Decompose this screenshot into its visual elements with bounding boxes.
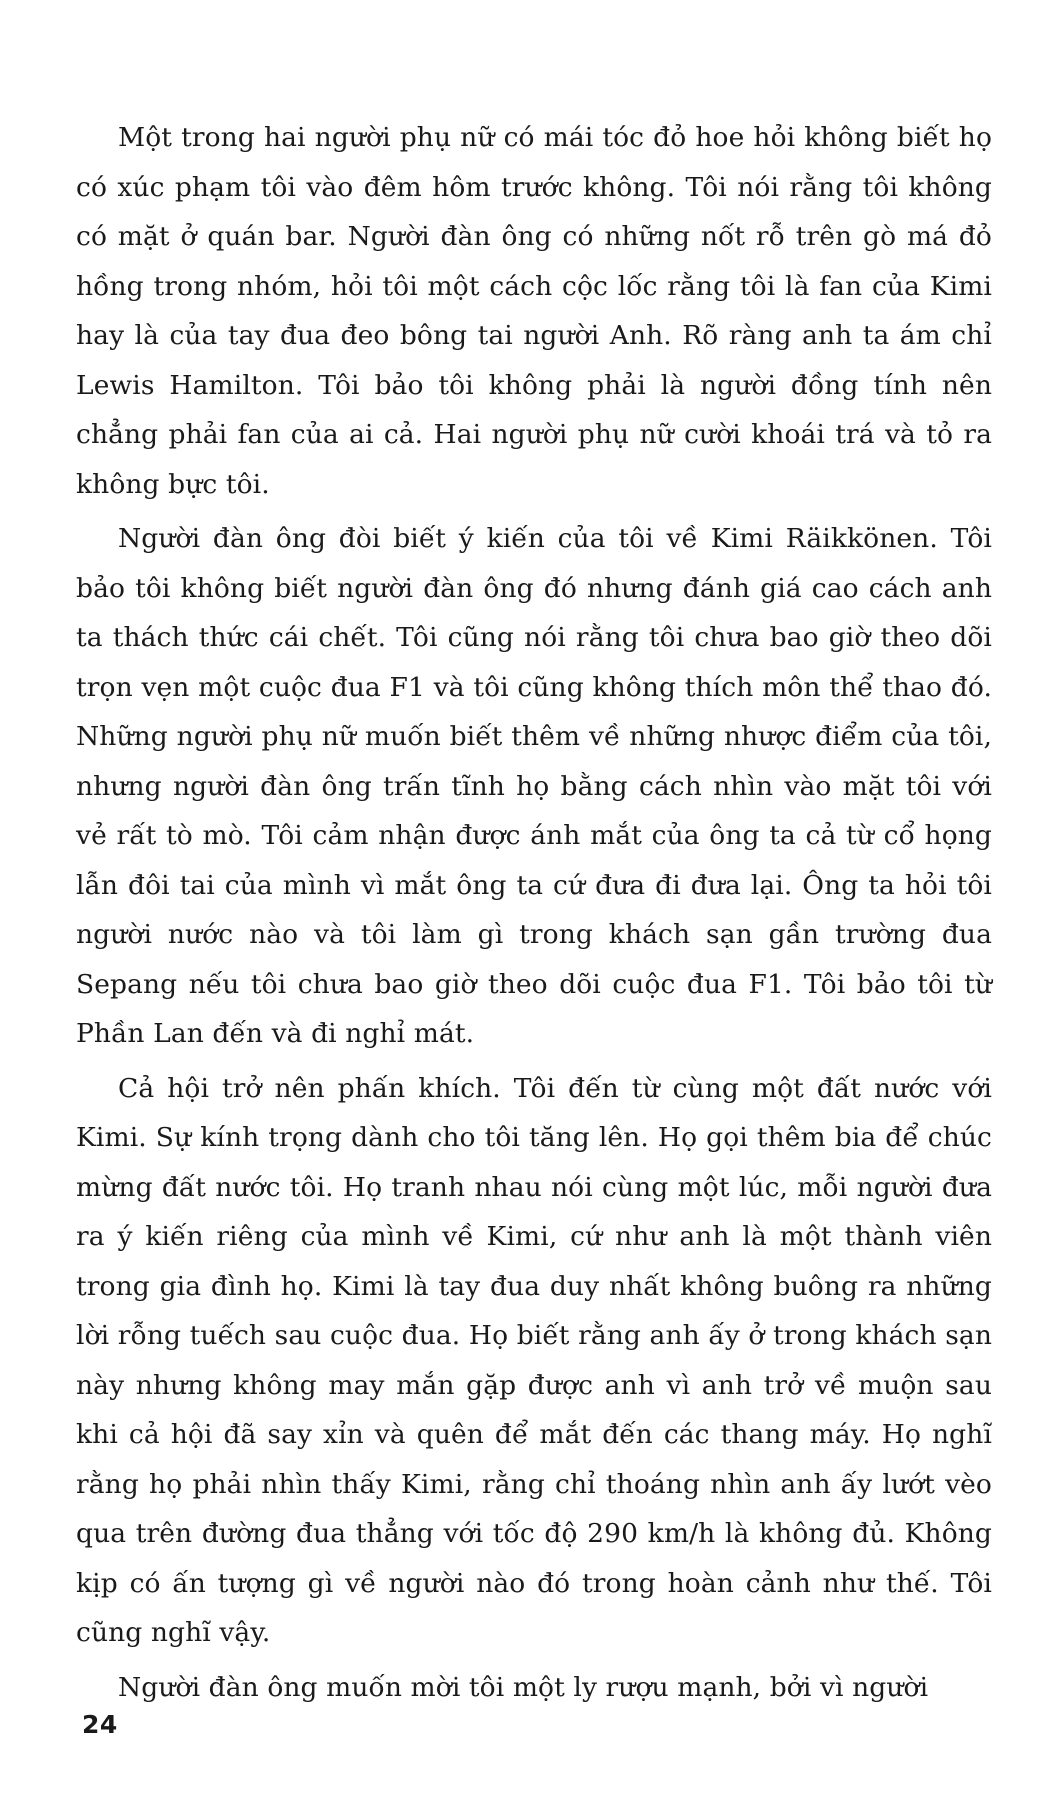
paragraph-1: Một trong hai người phụ nữ có mái tóc đỏ hoe hỏi không biết họ có xúc phạm tôi vào đêm hôm trước không. Tôi nói rằng tôi không có mặt ở quán bar. Người đàn ông có những nốt rỗ trên gò má đỏ hồng trong nhóm, hỏi tôi một cách cộc lốc rằng tôi là fan của Kimi hay là của tay đua đeo bông tai người Anh. Rõ ràng anh ta ám chỉ Lewis Hamilton. Tôi bảo tôi không phải là người đồng tính nên chẳng phải fan của ai cả. Hai người phụ nữ cười khoái trá và tỏ ra không bực tôi. xyxy=(76,122,992,500)
body-text xyxy=(76,113,992,1712)
paragraph-4: Người đàn ông muốn mời tôi một ly rượu mạnh, bởi vì người xyxy=(118,1671,929,1703)
paragraph-3: Cả hội trở nên phấn khích. Tôi đến từ cùng một đất nước với Kimi. Sự kính trọng dành cho tôi tăng lên. Họ gọi thêm bia để chúc mừng đất nước tôi. Họ tranh nhau nói cùng một lúc, mỗi người đưa ra ý kiến riêng của mình về Kimi, cứ như anh là một thành viên trong gia đình họ. Kimi là tay đua duy nhất không buông ra những lời rỗng tuếch sau cuộc đua. Họ biết rằng anh ấy ở trong khách sạn này nhưng không may mắn gặp được anh vì anh trở về muộn sau khi cả hội đã say xỉn và quên để mắt đến các thang máy. Họ nghĩ rằng họ phải nhìn thấy Kimi, rằng chỉ thoáng nhìn anh ấy lướt vèo qua trên đường đua thẳng với tốc độ 290 km/h là không đủ. Không kịp có ấn tượng gì về người nào đó trong hoàn cảnh như thế. Tôi cũng nghĩ vậy. xyxy=(76,1072,992,1648)
paragraph-2: Người đàn ông đòi biết ý kiến của tôi về Kimi Räikkönen. Tôi bảo tôi không biết người đàn ông đó nhưng đánh giá cao cách anh ta thách thức cái chết. Tôi cũng nói rằng tôi chưa bao giờ theo dõi trọn vẹn một cuộc đua F1 và tôi cũng không thích môn thể thao đó. Những người phụ nữ muốn biết thêm về những nhược điểm của tôi, nhưng người đàn ông trấn tĩnh họ bằng cách nhìn vào mặt tôi với vẻ rất tò mò. Tôi cảm nhận được ánh mắt của ông ta cả từ cổ họng lẫn đôi tai của mình vì mắt ông ta cứ đưa đi đưa lại. Ông ta hỏi tôi người nước nào và tôi làm gì trong khách sạn gần trường đua Sepang nếu tôi chưa bao giờ theo dõi cuộc đua F1. Tôi bảo tôi từ Phần Lan đến và đi nghỉ mát. xyxy=(76,523,992,1049)
page-number: 24 xyxy=(82,1710,118,1739)
